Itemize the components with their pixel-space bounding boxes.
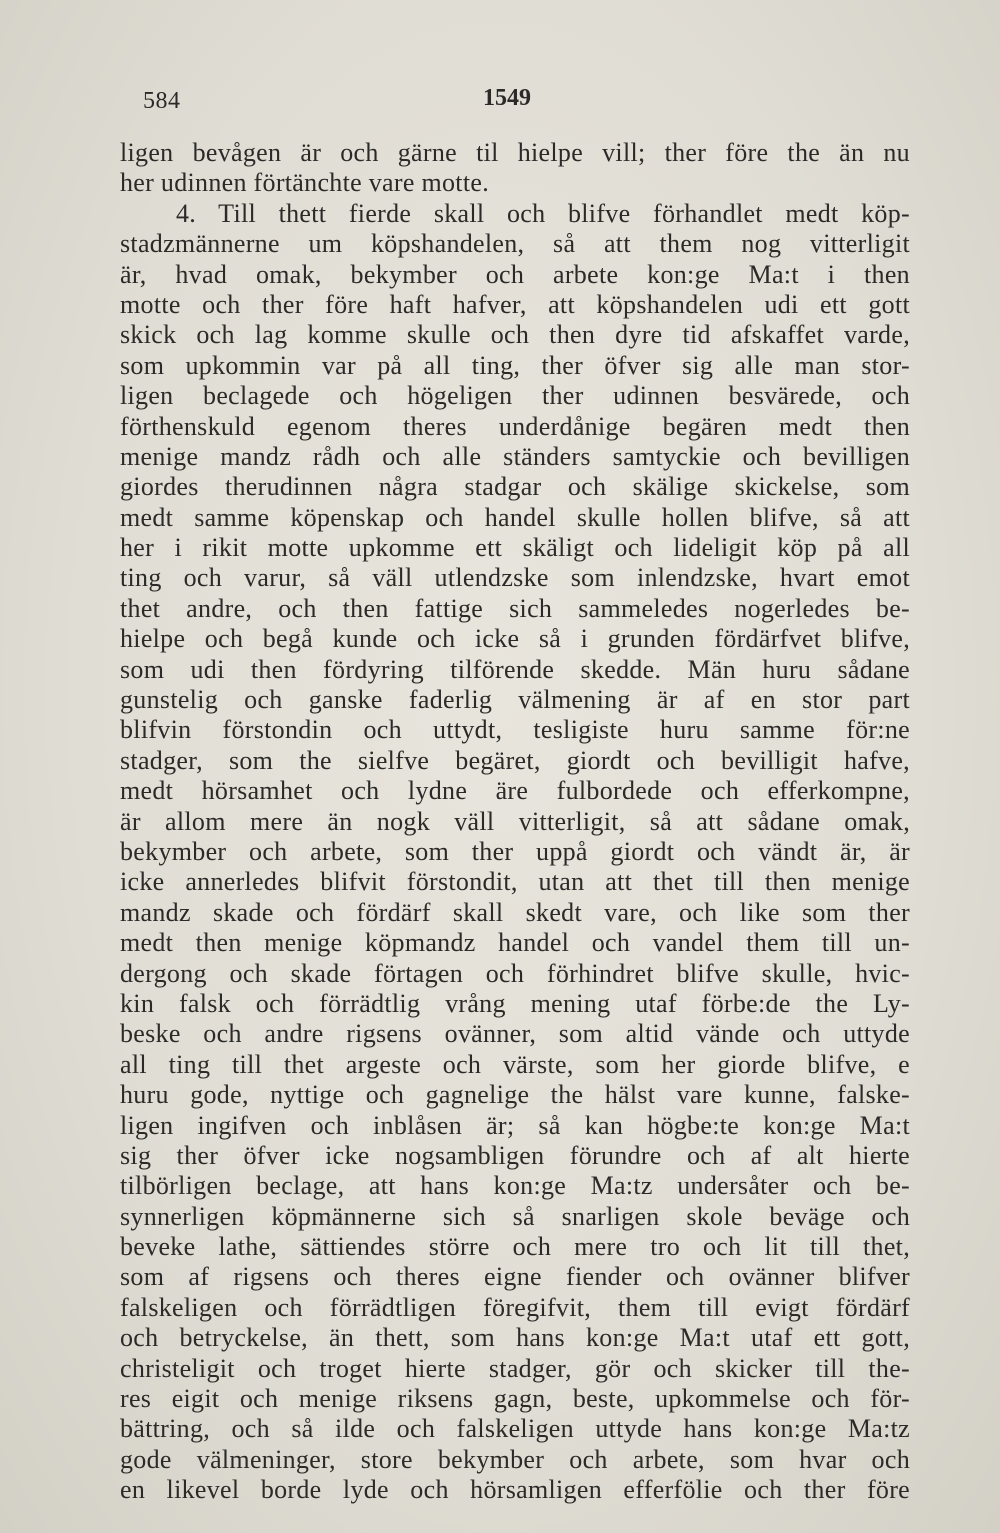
page-number: 584 [143, 88, 181, 114]
text-line: gode välmeninger, store bekymber och arbete, som hvar och [120, 1444, 910, 1474]
text-line: her udinnen förtänchte vare motte. [120, 168, 489, 198]
text-line: synnerligen köpmännerne sich så snarligen skole beväge och [120, 1201, 910, 1231]
text-line: gunstelig och ganske faderlig välmening är af en stor part [120, 685, 910, 715]
text-line: tilbörligen beclage, att hans kon:ge Ma:tz undersåter och be- [120, 1171, 910, 1201]
text-line: huru gode, nyttige och gagnelige the hälst vare kunne, falske- [120, 1080, 910, 1110]
text-line: giordes therudinnen några stadgar och skälige skickelse, som [120, 472, 910, 502]
text-line: stadger, som the sielfve begäret, giordt och bevilligit hafve, [120, 745, 910, 775]
text-line: stadzmännerne um köpshandelen, så att them nog vitterligit [120, 229, 910, 259]
text-line: mandz skade och fördärf skall skedt vare, och like som ther [120, 897, 910, 927]
text-line: medt hörsamhet och lydne äre fulbordede och efferkompne, [120, 776, 910, 806]
text-line: blifvin förstondin och uttydt, tesligiste huru samme för:ne [120, 715, 910, 745]
text-line: medt then menige köpmandz handel och vandel them till un- [120, 928, 910, 958]
text-line: ligen beclagede och högeligen ther udinnen besvärede, och [120, 381, 910, 411]
text-line: ligen bevågen är och gärne til hielpe vill; ther före the än nu [120, 138, 910, 167]
text-line: är, hvad omak, bekymber och arbete kon:ge Ma:t i then [120, 259, 910, 289]
text-line: ting och varur, så väll utlendzske som inlendzske, hvart emot [120, 563, 910, 593]
text-line: skick och lag komme skulle och then dyre tid afskaffet varde, [120, 320, 910, 350]
text-line: motte och ther före haft hafver, att köpshandelen udi ett gott [120, 289, 910, 319]
text-line: ligen ingifven och inblåsen är; så kan högbe:te kon:ge Ma:t [120, 1110, 910, 1140]
text-line: bekymber och arbete, som ther uppå giordt och vändt är, är [120, 836, 910, 866]
text-line: beveke lathe, sättiendes större och mere tro och lit till thet, [120, 1232, 910, 1262]
text-line: som upkommin var på all ting, ther öfver sig alle man stor- [120, 350, 910, 380]
text-line: som udi then fördyring tilförende skedde. Män huru sådane [120, 654, 910, 684]
text-line: icke annerledes blifvit förstondit, utan att thet till then menige [120, 867, 910, 897]
text-line: är allom mere än nogk väll vitterligit, så att sådane omak, [120, 806, 910, 836]
text-line: thet andre, och then fattige sich sammeledes nogerledes be- [120, 593, 910, 623]
text-line: hielpe och begå kunde och icke så i grunden fördärfvet blifve, [120, 624, 910, 654]
text-line: medt samme köpenskap och handel skulle hollen blifve, så att [120, 502, 910, 532]
text-line: som af rigsens och theres eigne fiender och ovänner blifver [120, 1262, 910, 1292]
text-line: en likevel borde lyde och hörsamligen efferfölie och ther före [120, 1475, 910, 1505]
text-line: menige mandz rådh och alle ständers samtyckie och bevilligen [120, 441, 910, 471]
text-line: sig ther öfver icke nogsambligen förundre och af alt hierte [120, 1140, 910, 1170]
text-line: beske och andre rigsens ovänner, som altid vände och uttyde [120, 1019, 910, 1049]
text-line: christeligit och troget hierte stadger, gör och skicker till the- [120, 1353, 910, 1383]
text-line: kin falsk och förrädtlig vrång mening utaf förbe:de the Ly- [120, 988, 910, 1018]
body-text [120, 138, 910, 1506]
text-line: bättring, och så ilde och falskeligen uttyde hans kon:ge Ma:tz [120, 1414, 910, 1444]
text-line: 4. Till thett fierde skall och blifve förhandlet medt köp- [176, 198, 910, 228]
text-line: förthenskuld egenom theres underdånige begären medt then [120, 411, 910, 441]
text-line: her i rikit motte upkomme ett skäligt och lideligit köp på all [120, 533, 910, 563]
text-line: dergong och skade förtagen och förhindret blifve skulle, hvic- [120, 958, 910, 988]
text-line: res eigit och menige riksens gagn, beste, upkommelse och för- [120, 1384, 910, 1414]
text-line: falskeligen och förrädtligen föregifvit, them till evigt fördärf [120, 1292, 910, 1322]
text-line: all ting till thet argeste och värste, som her giorde blifve, e [120, 1049, 910, 1079]
running-header-year: 1549 [483, 85, 531, 111]
text-line: och betryckelse, än thett, som hans kon:ge Ma:t utaf ett gott, [120, 1323, 910, 1353]
